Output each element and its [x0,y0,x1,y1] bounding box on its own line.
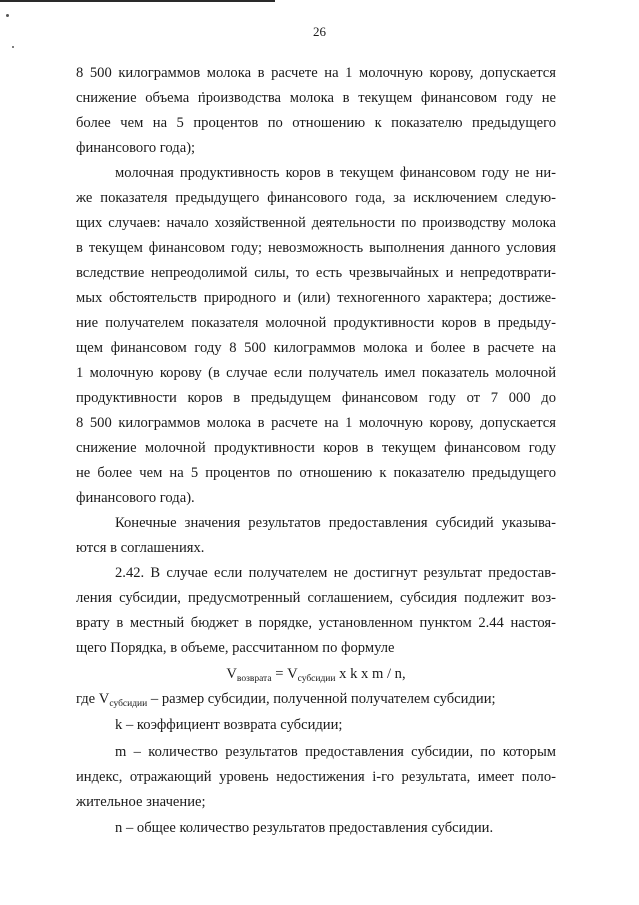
text-line: в текущем финансовом году; невозможность выполнения данного условия [76,240,556,256]
text-line: продуктивности коров в предыдущем финансовом году от 7 000 до [76,390,556,406]
text-line: молочная продуктивность коров в текущем финансовом году не ни- [115,165,556,181]
page-number: 26 [313,24,326,39]
text-line: финансового года). [76,490,195,506]
top-edge-line [0,0,275,2]
text-line: 8 500 килограммов молока в расчете на 1 молочную корову, допускается [76,415,556,431]
formula-subscript: возврата [236,674,272,684]
text-line: жительное значение; [76,794,206,810]
scan-speck [6,14,9,17]
text-line: щих случаев: начало хозяйственной деятельности по производству молока [76,215,556,231]
text-line: снижение молочной продуктивности коров в текущем финансовом году [76,440,556,456]
formula-equals: = [271,666,288,682]
formula-v-symbol: V [226,666,237,682]
text-line: 8 500 килограммов молока в расчете на 1 молочную корову, допускается [76,65,556,81]
definition-subscript: субсидии [109,699,148,709]
text-line: 1 молочную корову (в случае если получатель имел показатель молочной [76,365,556,381]
text-line: вследствие непреодолимой силы, то есть чрезвычайных и непредотврати- [76,265,556,281]
text-line: ние получателем показателя молочной продуктивности коров в предыду- [76,315,556,331]
text-line: 2.42. В случае если получателем не достигнут результат предостав- [115,565,556,581]
text-line: снижение объема производства молока в текущем финансовом году не [76,90,556,106]
text-line: финансового года); [76,140,196,156]
text-line: индекс, отражающий уровень недостижения i-го результата, имеет поло- [76,769,556,785]
definition-line: n – общее количество результатов предоставления субсидии. [115,820,494,836]
definition-prefix: где V [76,691,110,707]
text-line: мых обстоятельств природного и (или) техногенного характера; достиже- [76,290,556,306]
formula-v-symbol: V [287,666,298,682]
text-line: ются в соглашениях. [76,540,205,556]
definition-line: m – количество результатов предоставления субсидии, по которым [115,744,556,760]
definition-line: k – коэффициент возврата субсидии; [115,717,343,733]
formula-rest: x k x m / n, [335,666,406,682]
text-line: более чем на 5 процентов по отношению к показателю предыдущего [76,115,556,131]
definition-line [76,690,556,713]
text-line: щем финансовом году 8 500 килограммов молока и более в расчете на [76,340,556,356]
text-line: врату в местный бюджет в порядке, установленном пунктом 2.44 настоя- [76,615,556,631]
scan-speck [12,46,14,48]
text-line: не более чем на 5 процентов по отношению к показателю предыдущего [76,465,556,481]
text-line: щего Порядка, в объеме, рассчитанном по формуле [76,640,395,656]
formula [76,665,556,688]
text-line: Конечные значения результатов предоставления субсидий указыва- [115,515,556,531]
text-line: ления субсидии, предусмотренный соглашением, субсидия подлежит воз- [76,590,556,606]
text-line: же показателя предыдущего финансового года, за исключением следую- [76,190,556,206]
formula-subscript: субсидии [297,674,336,684]
definition-text: – размер субсидии, полученной получателем субсидии; [147,691,496,707]
